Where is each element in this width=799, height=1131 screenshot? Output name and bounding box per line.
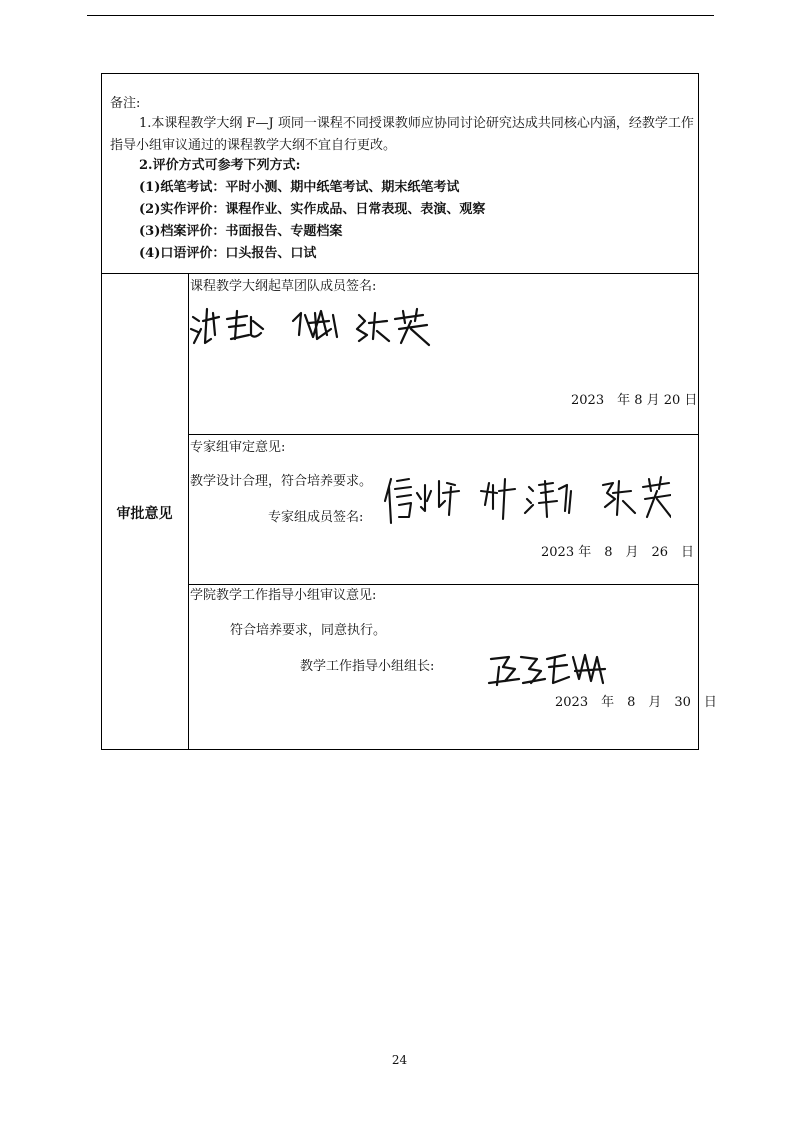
method-item: (4)口语评价：口头报告、口试 [139,246,317,261]
drafting-date: 2023 年 8 月 20 日 [571,393,698,408]
expert-date: 2023 年 8 月 26 日 [541,545,695,560]
notes-heading: 备注: [110,96,141,111]
college-title: 学院教学工作指导小组审议意见: [190,588,377,603]
college-signature-text [101,73,104,91]
college-sign-label: 教学工作指导小组组长: [300,659,435,674]
method-item: (1)纸笔考试：平时小测、期中纸笔考试、期末纸笔考试 [139,180,460,195]
notes-item-1: 1.本课程教学大纲 F—J 项同一课程不同授课教师应协同讨论研究达成共同核心内涵，经教学工作指导小组审议通过的课程教学大纲不宜自行更改。 [110,116,694,153]
page-number: 24 [391,1053,408,1067]
drafting-signatures [189,299,449,349]
drafting-title: 课程教学大纲起草团队成员签名: [190,279,377,294]
row-divider [101,273,699,274]
expert-opinion: 教学设计合理，符合培养要求。 [190,474,373,489]
expert-signatures [381,471,671,527]
college-signature [485,649,609,691]
row-divider [188,584,699,585]
approval-table [101,73,717,750]
notes-item-2-title: 2.评价方式可参考下列方式: [139,158,301,173]
college-date: 2023 年 8 月 30 日 [555,695,717,710]
row-divider [188,434,699,435]
method-item: (3)档案评价：书面报告、专题档案 [139,224,343,239]
expert-sign-label: 专家组成员签名: [268,510,364,525]
expert-title: 专家组审定意见: [190,440,286,455]
header-rule [87,15,714,16]
approval-label: 审批意见 [116,506,173,522]
college-opinion: 符合培养要求，同意执行。 [230,623,387,638]
method-item: (2)实作评价：课程作业、实作成品、日常表现、表演、观察 [139,202,486,217]
